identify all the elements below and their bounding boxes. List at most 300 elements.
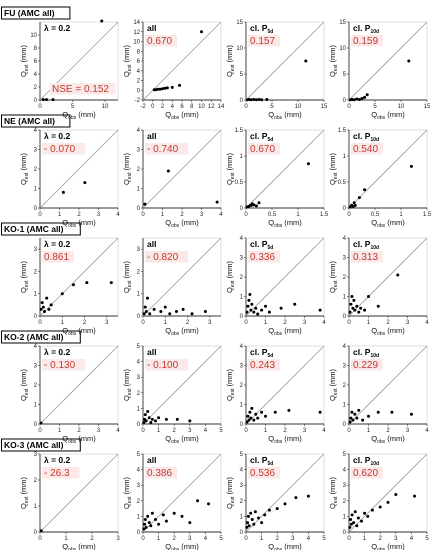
y-tick-label: 1 [240,403,244,409]
y-tick-label: 1 [343,154,347,160]
data-point [255,98,258,101]
x-tick-label: 0 [244,428,248,434]
data-point [268,509,271,512]
y-tick-label: 3 [240,483,244,489]
data-point [359,307,362,310]
data-point [85,281,88,284]
y-tick-label: 3 [343,483,347,489]
data-point [146,297,149,300]
x-tick-label: 1 [296,212,300,218]
data-point [355,524,358,527]
x-tick-label: 3 [97,428,101,434]
y-tick-label: 3 [343,364,347,370]
panel-3-0 [19,344,120,445]
panel-3-1 [122,344,223,445]
data-point [350,411,353,414]
y-tick-label: 2 [137,499,141,505]
y-tick-label: 1 [34,292,38,298]
row-1 [2,115,431,229]
x-tick-label: 2 [186,320,190,326]
data-point [143,523,146,526]
x-axis-label: $Q_{obs}$ (mm) [268,542,302,550]
data-point [145,310,148,313]
y-tick-label: 3 [240,364,244,370]
y-tick-label: 0 [34,98,38,104]
nse-value: 0.229 [353,360,378,371]
x-axis-label: $Q_{obs}$ (mm) [268,218,302,229]
data-point [265,98,268,101]
data-point [45,98,48,101]
data-point [360,520,363,523]
y-tick-label: 6 [137,59,141,65]
panel-1-1 [122,128,223,229]
data-point [62,191,65,194]
data-point [256,313,259,316]
y-axis-label: $Q_{est}$ (mm) [225,476,236,509]
data-point [165,520,168,523]
data-point [249,417,252,420]
x-tick-label: 0 [244,212,248,218]
nse-value: 0.620 [353,468,378,479]
data-point [366,93,369,96]
y-axis-label: $Q_{est}$ (mm) [328,260,339,293]
data-point [348,311,351,314]
y-tick-label: 0 [240,206,244,212]
y-tick-label: 4 [343,236,347,242]
x-tick-label: 2 [276,536,280,542]
data-point [387,501,390,504]
row-title: KO-2 (AMC all) [4,332,64,342]
data-point [157,523,160,526]
data-point [72,283,75,286]
data-point [256,417,259,420]
data-point [352,521,355,524]
data-point [146,410,149,413]
panel-4-2 [225,452,326,550]
x-tick-label: 1 [157,536,161,542]
x-tick-label: 2 [77,212,81,218]
y-tick-label: 2 [34,478,38,484]
data-point [319,411,322,414]
panel-1-2 [225,128,329,229]
data-point [149,421,152,424]
y-axis-label: $Q_{est}$ (mm) [328,476,339,509]
data-point [390,411,393,414]
one-to-one-line [246,346,324,424]
x-tick-label: 1.5 [320,212,329,218]
data-point [252,203,255,206]
data-point [361,419,364,422]
data-point [254,510,257,513]
data-point [357,409,360,412]
x-tick-label: 4 [219,212,223,218]
data-point [358,196,361,199]
data-point [248,411,251,414]
panel-label: cl. $P_{5d}$ [250,23,273,35]
y-tick-label: 2 [240,383,244,389]
y-tick-label: 1 [137,514,141,520]
data-point [151,512,154,515]
x-tick-label: 4 [171,104,175,110]
y-axis-label: $Q_{est}$ (mm) [122,152,133,185]
data-point [349,518,352,521]
data-point [254,413,257,416]
data-point [245,311,248,314]
data-point [40,529,43,532]
data-point [43,310,46,313]
x-tick-label: 10 [198,104,205,110]
x-axis-label: $Q_{obs}$ (mm) [268,110,302,121]
data-point [144,413,147,416]
data-point [371,509,374,512]
row-2 [2,223,430,337]
data-point [260,411,263,414]
data-point [204,310,207,313]
x-tick-label: 0 [347,428,351,434]
data-point [40,308,43,311]
x-tick-label: 3 [105,320,109,326]
x-tick-label: 0 [38,428,42,434]
data-point [357,516,360,519]
x-axis-label: $Q_{obs}$ (mm) [371,434,405,445]
y-tick-label: 1 [137,406,141,412]
x-tick-label: 5 [71,104,75,110]
data-point [363,512,366,515]
panel-2-0 [19,238,118,337]
x-tick-label: 2 [90,536,94,542]
y-tick-label: 3 [137,148,141,154]
x-tick-label: 0 [38,104,42,110]
nse-value: 0.243 [250,360,275,371]
data-point [145,526,148,529]
data-point [164,306,167,309]
one-to-one-line [246,238,324,316]
nse-value: 0.159 [353,36,378,47]
panel-2-2 [225,236,326,337]
x-axis-label: $Q_{obs}$ (mm) [268,326,302,337]
x-tick-label: 0 [244,536,248,542]
data-point [353,413,356,416]
y-tick-label: 4 [34,128,38,134]
panel-1-0 [19,128,120,229]
y-tick-label: 3 [34,148,38,154]
panel-3-3 [328,344,429,445]
nse-value: 0.861 [44,252,69,263]
y-tick-label: 4 [137,360,141,366]
y-tick-label: 12 [133,30,140,36]
y-tick-label: 2 [137,167,141,173]
one-to-one-line [246,130,324,208]
y-axis-label: $Q_{est}$ (mm) [225,152,236,185]
x-tick-label: 0 [141,536,145,542]
y-axis-label: $Q_{est}$ (mm) [225,260,236,293]
data-point [146,515,149,518]
x-tick-label: 6 [180,104,184,110]
data-point [165,418,168,421]
y-tick-label: 3 [34,364,38,370]
y-tick-label: 10 [133,40,140,46]
x-tick-label: 3 [200,212,204,218]
y-tick-label: 0 [240,314,244,320]
nse-value: 0.336 [250,252,275,263]
data-point [246,415,249,418]
y-axis-label: $Q_{est}$ (mm) [19,44,30,77]
data-point [396,274,399,277]
nse-value: 0.670 [147,36,172,47]
data-point [167,169,170,172]
x-tick-label: 3 [406,320,410,326]
y-tick-label: 4 [343,468,347,474]
x-tick-label: 3 [291,536,295,542]
data-point [181,515,184,518]
data-point [363,96,366,99]
data-point [182,308,185,311]
one-to-one-line [246,454,324,532]
x-tick-label: 1 [58,212,62,218]
data-point [151,418,154,421]
nse-value: 0.157 [250,36,275,47]
data-point [304,60,307,63]
x-tick-label: 1 [260,536,264,542]
x-tick-label: 8 [190,104,194,110]
data-point [175,310,178,313]
y-tick-label: 2 [240,275,244,281]
y-tick-label: 3 [34,247,38,253]
x-tick-label: 4 [322,428,326,434]
y-tick-label: 4 [34,344,38,350]
x-tick-label: 4 [116,212,120,218]
data-point [307,162,310,165]
panel-label: λ = 0.2 [44,239,71,249]
data-point [394,493,397,496]
nse-value: - 26.3 [44,468,70,479]
panel-label: cl. $P_{10d}$ [353,23,379,35]
data-point [258,201,261,204]
x-tick-label: 0 [141,428,145,434]
x-tick-label: 4 [204,428,208,434]
data-point [276,507,279,510]
y-axis-label: $Q_{est}$ (mm) [122,44,133,77]
data-point [353,309,356,312]
panel-0-3 [328,20,431,121]
data-point [355,305,358,308]
panel-label: cl. $P_{10d}$ [353,131,379,143]
y-tick-label: 1 [343,403,347,409]
y-tick-label: 2 [137,391,141,397]
y-tick-label: 4 [137,128,141,134]
data-point [250,98,253,101]
y-tick-label: 1 [34,403,38,409]
y-tick-label: 3 [343,256,347,262]
x-tick-label: 1 [264,320,268,326]
data-point [149,524,152,527]
data-point [258,98,261,101]
y-tick-label: 2 [137,79,141,85]
y-tick-label: 14 [133,20,140,26]
data-point [319,309,322,312]
data-point [249,309,252,312]
y-tick-label: 5 [343,452,347,458]
y-tick-label: 2 [34,383,38,389]
data-point [148,312,151,315]
x-tick-label: 1 [64,536,68,542]
y-tick-label: 0 [34,422,38,428]
y-tick-label: 4 [240,236,244,242]
x-axis-label: $Q_{obs}$ (mm) [165,110,199,121]
panel-label: all [147,131,156,141]
data-point [367,295,370,298]
x-tick-label: 0 [347,320,351,326]
x-tick-label: 0 [244,320,248,326]
row-0 [2,7,431,121]
one-to-one-line [349,238,427,316]
x-tick-label: 15 [321,104,328,110]
row-title: KO-3 (AMC all) [4,440,64,450]
data-point [363,188,366,191]
nse-value: 0.536 [250,468,275,479]
x-axis-label: $Q_{obs}$ (mm) [165,326,199,337]
y-tick-label: 0 [137,530,141,536]
x-tick-label: 3 [303,428,307,434]
y-tick-label: 0 [343,530,347,536]
nse-value: - 0.070 [44,144,76,155]
data-point [353,98,356,101]
data-point [50,303,53,306]
x-tick-label: 0 [151,104,155,110]
one-to-one-line [143,22,221,100]
panel-0-0 [19,20,118,122]
y-tick-label: 3 [137,375,141,381]
data-point [407,60,410,63]
x-tick-label: 2 [161,104,165,110]
row-title: FU (AMC all) [4,8,55,18]
x-tick-label: 0 [347,104,351,110]
data-point [45,297,48,300]
y-tick-label: 0 [34,530,38,536]
data-point [249,512,252,515]
y-tick-label: 0 [34,314,38,320]
data-point [284,502,287,505]
y-tick-label: 1.5 [338,128,347,134]
y-tick-label: 1.5 [235,128,244,134]
data-point [252,98,255,101]
data-point [274,411,277,414]
y-tick-label: 2 [240,499,244,505]
x-axis-label: $Q_{obs}$ (mm) [165,434,199,445]
data-point [191,312,194,315]
panel-label: all [147,23,156,33]
y-tick-label: 3 [34,452,38,458]
y-tick-label: 2 [343,499,347,505]
x-axis-label: $Q_{obs}$ (mm) [165,218,199,229]
x-tick-label: 3 [188,428,192,434]
data-point [350,295,353,298]
y-tick-label: 5 [240,72,244,78]
x-tick-label: 5 [219,536,223,542]
y-tick-label: 1 [240,514,244,520]
data-point [148,416,151,419]
panel-4-1 [122,452,223,550]
y-tick-label: 3 [137,247,141,253]
x-tick-label: 4 [322,320,326,326]
x-tick-label: 12 [208,104,215,110]
data-point [100,20,103,23]
data-point [47,308,50,311]
panel-label: cl. $P_{5d}$ [250,131,273,143]
y-tick-label: 2 [34,269,38,275]
y-tick-label: 2 [343,275,347,281]
y-tick-label: 4 [137,468,141,474]
y-tick-label: 1 [34,504,38,510]
x-tick-label: 2 [173,428,177,434]
data-point [246,521,249,524]
data-point [264,415,267,418]
panel-label: cl. $P_{5d}$ [250,455,273,467]
y-tick-label: 10 [236,46,243,52]
y-tick-label: 1 [240,295,244,301]
x-tick-label: 0.5 [268,212,277,218]
data-point [83,181,86,184]
data-point [355,417,358,420]
data-point [148,521,151,524]
x-tick-label: 0 [38,212,42,218]
y-tick-label: 4 [240,344,244,350]
one-to-one-line [143,346,221,424]
panel-label: cl. $P_{10d}$ [353,347,379,359]
data-point [250,407,253,410]
x-tick-label: 1 [399,212,403,218]
x-tick-label: 2 [386,320,390,326]
nse-value: - 0.130 [44,360,76,371]
y-tick-label: 10 [339,46,346,52]
x-tick-label: 1 [264,428,268,434]
x-tick-label: 10 [102,104,109,110]
data-point [173,512,176,515]
data-point [260,309,263,312]
y-tick-label: 1 [137,292,141,298]
x-tick-label: 1 [164,320,168,326]
row-title: NE (AMC all) [4,116,55,126]
data-point [293,303,296,306]
y-tick-label: 0 [343,206,347,212]
data-point [157,416,160,419]
x-tick-label: 4 [410,536,414,542]
x-axis-label: $Q_{obs}$ (mm) [371,542,405,550]
y-tick-label: 0 [240,98,244,104]
data-point [154,518,157,521]
row-title: KO-1 (AMC all) [4,224,64,234]
data-point [348,526,351,529]
x-tick-label: 4 [425,428,429,434]
x-tick-label: 5 [322,536,326,542]
data-point [176,418,179,421]
data-point [367,415,370,418]
panel-label: λ = 0.2 [44,131,71,141]
nse-value: 0.540 [353,144,378,155]
y-axis-label: $Q_{est}$ (mm) [328,368,339,401]
y-tick-label: 0 [137,314,141,320]
x-tick-label: 0 [347,212,351,218]
data-point [287,409,290,412]
x-tick-label: 4 [307,536,311,542]
data-point [361,97,364,100]
y-axis-label: $Q_{est}$ (mm) [19,368,30,401]
x-axis-label: $Q_{obs}$ (mm) [62,542,96,550]
data-point [252,523,255,526]
one-to-one-line [40,346,118,424]
data-point [263,513,266,516]
data-point [260,98,263,101]
